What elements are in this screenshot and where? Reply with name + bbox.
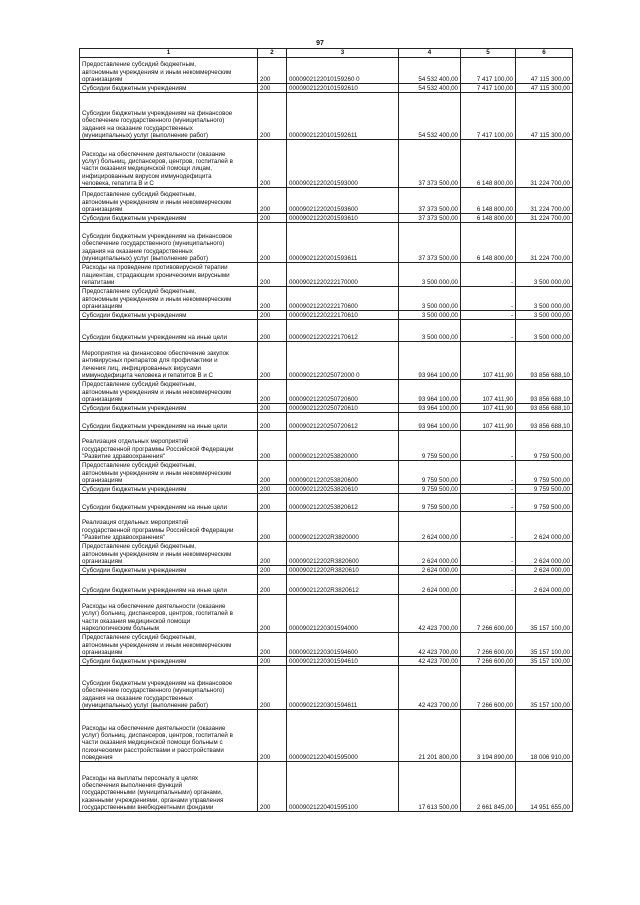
row-executed-amount: 3 194 890,00 — [461, 710, 516, 762]
row-budget-code: 00009021220253820612 — [287, 494, 399, 512]
table-row — [80, 311, 573, 320]
row-description — [80, 431, 258, 461]
row-executed-amount: 6 148 800,00 — [461, 188, 516, 214]
row-admin-code: 200 — [258, 575, 287, 595]
row-admin-code: 200 — [258, 657, 287, 666]
row-description — [80, 762, 258, 812]
row-description-text: Предоставление субсидий бюджетным, автономным учреждениям и иным некоммерческим организациям — [82, 381, 232, 403]
row-executed-amount: 7 417 100,00 — [461, 58, 516, 84]
row-executed-amount: - — [461, 575, 516, 595]
row-approved-amount: 54 532 400,00 — [399, 84, 461, 93]
row-budget-code: 0000902122010159260 0 — [287, 58, 399, 84]
row-description — [80, 380, 258, 404]
row-budget-code: 00009021220301594000 — [287, 595, 399, 633]
row-description-text: Субсидии бюджетным учреждениям на иные цели — [82, 503, 227, 511]
row-description — [80, 710, 258, 762]
row-remaining-amount: 2 624 000,00 — [516, 542, 573, 566]
table-row — [80, 542, 573, 566]
row-admin-code: 200 — [258, 140, 287, 188]
row-approved-amount: 93 964 100,00 — [399, 342, 461, 380]
table-row — [80, 512, 573, 542]
row-description — [80, 188, 258, 214]
row-admin-code: 200 — [258, 311, 287, 320]
row-description — [80, 413, 258, 431]
row-description-text: Реализация отдельных мероприятий государственной программы Российской Федерации "Развитие здравоохранения" — [82, 519, 234, 541]
row-admin-code: 200 — [258, 485, 287, 494]
table-row — [80, 710, 573, 762]
row-admin-code: 200 — [258, 595, 287, 633]
row-description — [80, 461, 258, 485]
row-remaining-amount: 18 006 910,00 — [516, 710, 573, 762]
row-budget-code: 00009021220101592611 — [287, 93, 399, 140]
row-admin-code: 200 — [258, 380, 287, 404]
column-header: 5 — [461, 49, 516, 58]
table-row — [80, 666, 573, 710]
row-remaining-amount: 31 224 700,00 — [516, 140, 573, 188]
row-budget-code: 00009021220250720610 — [287, 404, 399, 413]
row-description — [80, 263, 258, 287]
table-row — [80, 342, 573, 380]
row-admin-code: 200 — [258, 413, 287, 431]
table-row — [80, 633, 573, 657]
row-description — [80, 342, 258, 380]
row-admin-code: 200 — [258, 494, 287, 512]
row-description — [80, 595, 258, 633]
row-executed-amount: - — [461, 494, 516, 512]
row-description — [80, 58, 258, 84]
row-description-text: Субсидии бюджетным учреждениям — [82, 404, 187, 412]
row-description — [80, 542, 258, 566]
row-admin-code: 200 — [258, 214, 287, 223]
table-row — [80, 223, 573, 263]
table-row — [80, 575, 573, 595]
row-approved-amount: 37 373 500,00 — [399, 140, 461, 188]
row-remaining-amount: 93 856 688,10 — [516, 342, 573, 380]
row-description-text: Расходы на проведение противовирусной терапии пациентам, страдающим хроническими вирусными гепатитами — [82, 264, 230, 286]
row-executed-amount: 6 148 800,00 — [461, 140, 516, 188]
row-executed-amount: 6 148 800,00 — [461, 223, 516, 263]
row-approved-amount: 37 373 500,00 — [399, 214, 461, 223]
row-remaining-amount: 47 115 300,00 — [516, 58, 573, 84]
row-executed-amount: - — [461, 287, 516, 311]
row-executed-amount: - — [461, 311, 516, 320]
table-row — [80, 762, 573, 812]
row-executed-amount: - — [461, 461, 516, 485]
row-remaining-amount: 35 157 100,00 — [516, 666, 573, 710]
table-row — [80, 320, 573, 342]
row-budget-code: 00009021220253820600 — [287, 461, 399, 485]
row-budget-code: 00009021220301594611 — [287, 666, 399, 710]
row-description — [80, 287, 258, 311]
row-description-text: Субсидии бюджетным учреждениям — [82, 657, 187, 665]
row-admin-code: 200 — [258, 342, 287, 380]
row-budget-code: 00009021220201593000 — [287, 140, 399, 188]
row-description-text: Субсидии бюджетным учреждениям на финансовое обеспечение государственного (муниципального) задания на оказание государственных (муниципальных) услуг (выполнение работ) — [82, 233, 233, 262]
row-budget-code: 00009021220201593610 — [287, 214, 399, 223]
column-header: 3 — [287, 49, 399, 58]
row-remaining-amount: 31 224 700,00 — [516, 214, 573, 223]
table-row — [80, 485, 573, 494]
row-budget-code: 00009021220250720600 — [287, 380, 399, 404]
column-number-header — [80, 49, 573, 58]
row-description — [80, 214, 258, 223]
row-description-text: Субсидии бюджетным учреждениям на иные цели — [82, 422, 227, 430]
row-budget-code: 00009021220301594600 — [287, 633, 399, 657]
row-description — [80, 485, 258, 494]
row-description-text: Субсидии бюджетным учреждениям — [82, 84, 187, 92]
row-approved-amount: 2 624 000,00 — [399, 542, 461, 566]
row-approved-amount: 9 759 500,00 — [399, 461, 461, 485]
row-admin-code: 200 — [258, 461, 287, 485]
row-executed-amount: 107 411,90 — [461, 380, 516, 404]
row-admin-code: 200 — [258, 710, 287, 762]
row-budget-code: 00009021220401595000 — [287, 710, 399, 762]
row-admin-code: 200 — [258, 512, 287, 542]
table-row — [80, 380, 573, 404]
row-admin-code: 200 — [258, 263, 287, 287]
row-remaining-amount: 93 856 688,10 — [516, 380, 573, 404]
row-description — [80, 404, 258, 413]
row-description-text: Реализация отдельных мероприятий государственной программы Российской Федерации "Развитие здравоохранения" — [82, 438, 234, 460]
row-executed-amount: 107 411,90 — [461, 404, 516, 413]
row-description — [80, 93, 258, 140]
row-approved-amount: 93 964 100,00 — [399, 413, 461, 431]
row-admin-code: 200 — [258, 431, 287, 461]
column-header: 1 — [80, 49, 258, 58]
row-remaining-amount: 3 500 000,00 — [516, 287, 573, 311]
row-budget-code: 00009021220222170600 — [287, 287, 399, 311]
column-header: 2 — [258, 49, 287, 58]
row-executed-amount: - — [461, 512, 516, 542]
column-header: 6 — [516, 49, 573, 58]
row-approved-amount: 3 500 000,00 — [399, 287, 461, 311]
table-row — [80, 188, 573, 214]
table-row — [80, 461, 573, 485]
row-admin-code: 200 — [258, 93, 287, 140]
row-description-text: Субсидии бюджетным учреждениям на финансовое обеспечение государственного (муниципального) задания на оказание государственных (муниципальных) услуг (выполнение работ) — [82, 110, 233, 139]
row-remaining-amount: 47 115 300,00 — [516, 93, 573, 140]
row-description — [80, 566, 258, 575]
table-row — [80, 494, 573, 512]
row-admin-code: 200 — [258, 58, 287, 84]
row-approved-amount: 3 500 000,00 — [399, 311, 461, 320]
row-description-text: Субсидии бюджетным учреждениям на иные цели — [82, 586, 227, 594]
row-description-text: Предоставление субсидий бюджетным, автономным учреждениям и иным некоммерческим организациям — [82, 288, 232, 310]
row-remaining-amount: 9 759 500,00 — [516, 494, 573, 512]
row-budget-code: 0000902122025072000 0 — [287, 342, 399, 380]
row-description-text: Предоставление субсидий бюджетным, автономным учреждениям и иным некоммерческим организациям — [82, 61, 232, 83]
row-remaining-amount: 31 224 700,00 — [516, 223, 573, 263]
row-budget-code: 000090212202R3820600 — [287, 542, 399, 566]
row-description — [80, 512, 258, 542]
row-description — [80, 223, 258, 263]
row-remaining-amount: 14 951 655,00 — [516, 762, 573, 812]
row-budget-code: 00009021220201593611 — [287, 223, 399, 263]
row-description-text: Субсидии бюджетным учреждениям на финансовое обеспечение государственного (муниципального) задания на оказание государственных (муниципальных) услуг (выполнение работ) — [82, 680, 233, 709]
row-description-text: Расходы на выплаты персоналу в целях обеспечения выполнения функций государственными (муниципальными) органами, казенными учреждениями, органами управления государственными внебюджетными фондами — [82, 774, 224, 811]
row-executed-amount: 7 266 600,00 — [461, 595, 516, 633]
row-executed-amount: 6 148 800,00 — [461, 214, 516, 223]
row-approved-amount: 54 532 400,00 — [399, 93, 461, 140]
row-description — [80, 140, 258, 188]
table-row — [80, 431, 573, 461]
row-budget-code: 00009021220222170610 — [287, 311, 399, 320]
row-description-text: Расходы на обеспечение деятельности (оказание услуг) больниц, диспансеров, центров, госпиталей в части оказания медицинской помощи наркологическим больным — [82, 603, 233, 632]
row-remaining-amount: 3 500 000,00 — [516, 263, 573, 287]
row-description-text: Субсидии бюджетным учреждениям на иные цели — [82, 333, 227, 341]
table-row — [80, 84, 573, 93]
row-budget-code: 00009021220222170000 — [287, 263, 399, 287]
row-approved-amount: 93 964 100,00 — [399, 404, 461, 413]
row-admin-code: 200 — [258, 633, 287, 657]
row-executed-amount: - — [461, 263, 516, 287]
row-approved-amount: 21 201 800,00 — [399, 710, 461, 762]
row-admin-code: 200 — [258, 566, 287, 575]
row-approved-amount: 3 500 000,00 — [399, 263, 461, 287]
row-budget-code: 000090212202R3820610 — [287, 566, 399, 575]
row-remaining-amount: 93 856 688,10 — [516, 413, 573, 431]
row-admin-code: 200 — [258, 223, 287, 263]
row-description — [80, 311, 258, 320]
row-description-text: Расходы на обеспечение деятельности (оказание услуг) больниц, диспансеров, центров, госпиталей в части оказания медицинской помощи лицам, инфицированным вирусом иммунодефицита человека, гепатита В и С — [82, 150, 233, 187]
row-description-text: Субсидии бюджетным учреждениям — [82, 311, 187, 319]
table-row — [80, 657, 573, 666]
page-number: 97 — [316, 40, 324, 47]
row-budget-code: 00009021220253820610 — [287, 485, 399, 494]
row-budget-code: 00009021220101592610 — [287, 84, 399, 93]
row-admin-code: 200 — [258, 84, 287, 93]
row-budget-code: 00009021220222170612 — [287, 320, 399, 342]
row-approved-amount: 42 423 700,00 — [399, 595, 461, 633]
row-remaining-amount: 3 500 000,00 — [516, 311, 573, 320]
row-admin-code: 200 — [258, 320, 287, 342]
row-description — [80, 666, 258, 710]
table-row — [80, 287, 573, 311]
row-executed-amount: 7 266 600,00 — [461, 666, 516, 710]
row-description — [80, 320, 258, 342]
table-row — [80, 93, 573, 140]
row-approved-amount: 37 373 500,00 — [399, 188, 461, 214]
row-description-text: Предоставление субсидий бюджетным, автономным учреждениям и иным некоммерческим организациям — [82, 191, 232, 213]
row-approved-amount: 54 532 400,00 — [399, 58, 461, 84]
row-approved-amount: 42 423 700,00 — [399, 633, 461, 657]
row-executed-amount: 107 411,90 — [461, 342, 516, 380]
row-remaining-amount: 35 157 100,00 — [516, 633, 573, 657]
row-approved-amount: 3 500 000,00 — [399, 320, 461, 342]
row-description-text: Субсидии бюджетным учреждениям — [82, 566, 187, 574]
table-row — [80, 58, 573, 84]
row-approved-amount: 2 624 000,00 — [399, 512, 461, 542]
row-executed-amount: 107 411,90 — [461, 413, 516, 431]
row-remaining-amount: 2 624 000,00 — [516, 575, 573, 595]
row-remaining-amount: 9 759 500,00 — [516, 461, 573, 485]
row-approved-amount: 2 624 000,00 — [399, 575, 461, 595]
row-approved-amount: 17 613 500,00 — [399, 762, 461, 812]
row-approved-amount: 42 423 700,00 — [399, 666, 461, 710]
row-budget-code: 00009021220201593600 — [287, 188, 399, 214]
row-approved-amount: 2 624 000,00 — [399, 566, 461, 575]
row-description — [80, 84, 258, 93]
table-row — [80, 263, 573, 287]
row-description-text: Предоставление субсидий бюджетным, автономным учреждениям и иным некоммерческим организациям — [82, 634, 232, 656]
row-executed-amount: 7 266 600,00 — [461, 657, 516, 666]
row-budget-code: 00009021220301594610 — [287, 657, 399, 666]
table-row — [80, 404, 573, 413]
row-admin-code: 200 — [258, 542, 287, 566]
row-approved-amount: 9 759 500,00 — [399, 494, 461, 512]
row-remaining-amount: 2 624 000,00 — [516, 566, 573, 575]
row-description-text: Расходы на обеспечение деятельности (оказание услуг) больниц, диспансеров, центров, госпиталей в части оказания медицинской помощи больным с психическими расстройствами и расстройствами поведения — [82, 724, 233, 761]
row-approved-amount: 9 759 500,00 — [399, 485, 461, 494]
row-approved-amount: 42 423 700,00 — [399, 657, 461, 666]
row-budget-code: 00009021220250720612 — [287, 413, 399, 431]
row-budget-code: 000090212202R3820000 — [287, 512, 399, 542]
row-remaining-amount: 35 157 100,00 — [516, 657, 573, 666]
row-budget-code: 00009021220401595100 — [287, 762, 399, 812]
row-description-text: Предоставление субсидий бюджетным, автономным учреждениям и иным некоммерческим организациям — [82, 543, 232, 565]
row-remaining-amount: 9 759 500,00 — [516, 485, 573, 494]
row-executed-amount: - — [461, 431, 516, 461]
row-executed-amount: - — [461, 566, 516, 575]
row-description — [80, 494, 258, 512]
row-description-text: Предоставление субсидий бюджетным, автономным учреждениям и иным некоммерческим организациям — [82, 462, 232, 484]
row-remaining-amount: 35 157 100,00 — [516, 595, 573, 633]
table-row — [80, 595, 573, 633]
row-remaining-amount: 3 500 000,00 — [516, 320, 573, 342]
row-budget-code: 00009021220253820000 — [287, 431, 399, 461]
row-description — [80, 633, 258, 657]
table-row — [80, 140, 573, 188]
row-admin-code: 200 — [258, 762, 287, 812]
row-executed-amount: - — [461, 320, 516, 342]
row-admin-code: 200 — [258, 287, 287, 311]
row-admin-code: 200 — [258, 666, 287, 710]
table-row — [80, 413, 573, 431]
row-remaining-amount: 2 624 000,00 — [516, 512, 573, 542]
row-executed-amount: 7 417 100,00 — [461, 84, 516, 93]
column-header: 4 — [399, 49, 461, 58]
table-row — [80, 214, 573, 223]
budget-table — [79, 48, 573, 812]
table-row — [80, 566, 573, 575]
row-approved-amount: 93 964 100,00 — [399, 380, 461, 404]
row-executed-amount: 7 417 100,00 — [461, 93, 516, 140]
row-remaining-amount: 47 115 300,00 — [516, 84, 573, 93]
row-remaining-amount: 31 224 700,00 — [516, 188, 573, 214]
row-description-text: Мероприятия на финансовое обеспечение закупок антивирусных препаратов для профилактики и лечения лиц, инфицированных вирусами иммунодефицита человека и гепатитов В и С — [82, 350, 229, 379]
row-approved-amount: 9 759 500,00 — [399, 431, 461, 461]
row-description-text: Субсидии бюджетным учреждениям — [82, 214, 187, 222]
row-remaining-amount: 93 856 688,10 — [516, 404, 573, 413]
row-executed-amount: - — [461, 485, 516, 494]
row-executed-amount: - — [461, 542, 516, 566]
row-executed-amount: 2 661 845,00 — [461, 762, 516, 812]
row-remaining-amount: 9 759 500,00 — [516, 431, 573, 461]
row-admin-code: 200 — [258, 404, 287, 413]
row-admin-code: 200 — [258, 188, 287, 214]
row-approved-amount: 37 373 500,00 — [399, 223, 461, 263]
row-description — [80, 575, 258, 595]
row-executed-amount: 7 266 600,00 — [461, 633, 516, 657]
row-description-text: Субсидии бюджетным учреждениям — [82, 485, 187, 493]
row-budget-code: 000090212202R3820612 — [287, 575, 399, 595]
row-description — [80, 657, 258, 666]
